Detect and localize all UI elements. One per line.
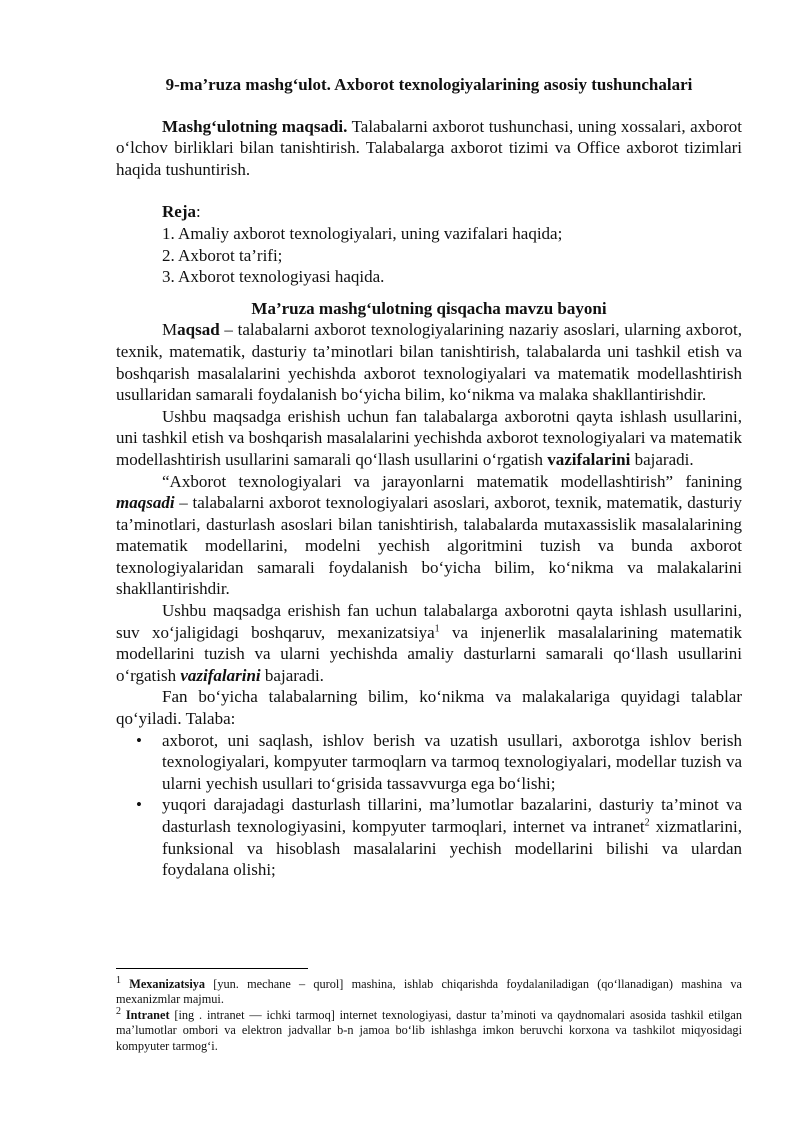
bullet-icon: • [136, 730, 142, 750]
footnote-term: Mexanizatsiya [129, 977, 206, 991]
para3-bold-italic: maqsadi [116, 493, 175, 513]
bullet-icon: • [136, 795, 142, 815]
footnote-number: 2 [116, 1005, 121, 1017]
para4-text2: va injenerlik masalalarining matematik modellarini tuzish va ularni yechishda amaliy dasturlarni samarali qo‘llash usullarini o‘rgatish [116, 622, 742, 685]
page-title: 9-ma’ruza mashg‘ulot. Axborot texnologiyalarining asosiy tushunchalari [165, 75, 693, 94]
para4-tail: bajaradi. [260, 665, 324, 685]
footnote-number: 1 [116, 974, 121, 986]
list-item-text: xizmatlarini, funksional va hisoblash masalalarini yechish modellarini bilishi va ulardan foydalana olishi; [162, 817, 742, 880]
plan-label: Reja [162, 202, 196, 222]
para2-tail: bajaradi. [630, 449, 694, 469]
body-paragraph: Fan bo‘yicha talabalarning bilim, ko‘nikma va malakalariga quyidagi talablar qo‘yiladi. Talaba: [116, 687, 742, 729]
footnote-2 [116, 1005, 742, 1054]
para4-text: Ushbu maqsadga erishish fan uchun talabalarga axborotni qayta ishlash usullarini, suv xo‘jaligidagi boshqaruv, mexanizatsiya [116, 601, 742, 642]
para1-lead: M [162, 320, 178, 340]
body-paragraph [116, 471, 742, 601]
requirements-list [116, 730, 742, 881]
plan-item: 2. Axborot ta’rifi; [162, 245, 283, 265]
plan-list [162, 223, 742, 288]
body-paragraph [116, 319, 742, 405]
goal-paragraph [116, 116, 742, 181]
footnote-1 [116, 974, 742, 1008]
footnote-term: Intranet [125, 1007, 170, 1022]
para2-text: Ushbu maqsadga erishish uchun fan talabalarga axborotni qayta ishlash usullarini, uni tashkil etish va boshqarish masalalarini yechishda axborot texnologiyalari va matematik modellashtirish usullarini samarali qo‘llash usullarini o‘rgatish [116, 406, 742, 469]
plan-colon: : [195, 202, 201, 222]
footnotes [116, 974, 742, 1054]
footnote-ref-1[interactable]: 1 [434, 623, 440, 634]
plan-item: 3. Axborot texnologiyasi haqida. [162, 267, 385, 287]
goal-label: Mashg‘ulotning maqsadi. [162, 116, 348, 136]
para2-bold: vazifalarini [547, 449, 631, 469]
body-paragraph [116, 600, 742, 686]
list-item-text: yuqori darajadagi dasturlash tillarini, ma’lumotlar bazalarini, dasturiy ta’minot va dasturlash texnologiyasini, kompyuter tarmoqlari, internet va intranet [162, 795, 742, 836]
para1-bold: aqsad [177, 320, 220, 340]
list-item [116, 730, 742, 795]
body-paragraph [116, 406, 742, 471]
footnote-text: [ing . intranet — ichki tarmoq] internet texnologiyasi, dastur ta’minoti va qaydnomalari asosida tashkil etilgan ma’lumotlar ombori va elektron jadvallar b-n jamoa bo‘lib ishlashga imkon beruvchi korxona va tashkilot miqyosidagi kompyuter tarmog‘i. [116, 1007, 742, 1053]
list-item [116, 794, 742, 880]
plan-heading [162, 201, 742, 223]
goal-text: Talabalarni axborot tushunchasi, uning xossalari, axborot o‘lchov birliklari bilan tanishtirish. Talabalarga axborot tizimi va Office axborot tizimlari haqida tushuntirish. [116, 116, 742, 179]
para1-text: – talabalarni axborot texnologiyalarining nazariy asoslari, ularning axborot, texnik, matematik, dasturiy ta’minotlari bilan tanishtirish, talabalarda uni tashkil etish va boshqarish masalalarini yechishda axborot texnologiyalari va matematik modellashtirish usullaridan samarali foydalanish bo‘yicha bilim, ko‘nikma va malaka shakllantirishdir. [116, 320, 742, 405]
footnote-ref-2[interactable]: 2 [644, 817, 650, 829]
section-subtitle: Ma’ruza mashg‘ulotning qisqacha mavzu bayoni [251, 298, 607, 318]
para3-text: “Axborot texnologiyalari va jarayonlarni matematik modellashtirish” fanining [162, 471, 742, 491]
plan-item: 1. Amaliy axborot texnologiyalari, uning vazifalari haqida; [162, 223, 563, 243]
footnote-separator [116, 968, 308, 969]
footnote-text: [yun. mechane – qurol] mashina, ishlab chiqarishda foydalaniladigan (qo‘llanadigan) mashina va mexanizmlar majmui. [116, 977, 742, 1007]
list-item-text: axborot, uni saqlash, ishlov berish va uzatish usullari, axborotga ishlov berish texnologiyalari, kompyuter tarmoqlarn va tarmoq texnologiyalari, modellar tuzish va ularni yechish usullari to‘grisida tassavvurga ega bo‘lishi; [162, 730, 742, 793]
para3-tail: – talabalarni axborot texnologiyalari asoslari, axborot, texnik, matematik, dasturiy ta’minotlari, dasturlash asoslari bilan tanishtirish, talabalarda mutaxassislik masalalarining matematik modellarini, modelni yechish algoritmini tuzish va bunda axborot texnologiyalaridan samarali foydalanish bo‘yicha bilim, ko‘nikma va malakalarini shakllantirishdir. [116, 493, 742, 599]
document-page [116, 74, 742, 881]
para4-bold-italic: vazifalarini [180, 665, 261, 685]
